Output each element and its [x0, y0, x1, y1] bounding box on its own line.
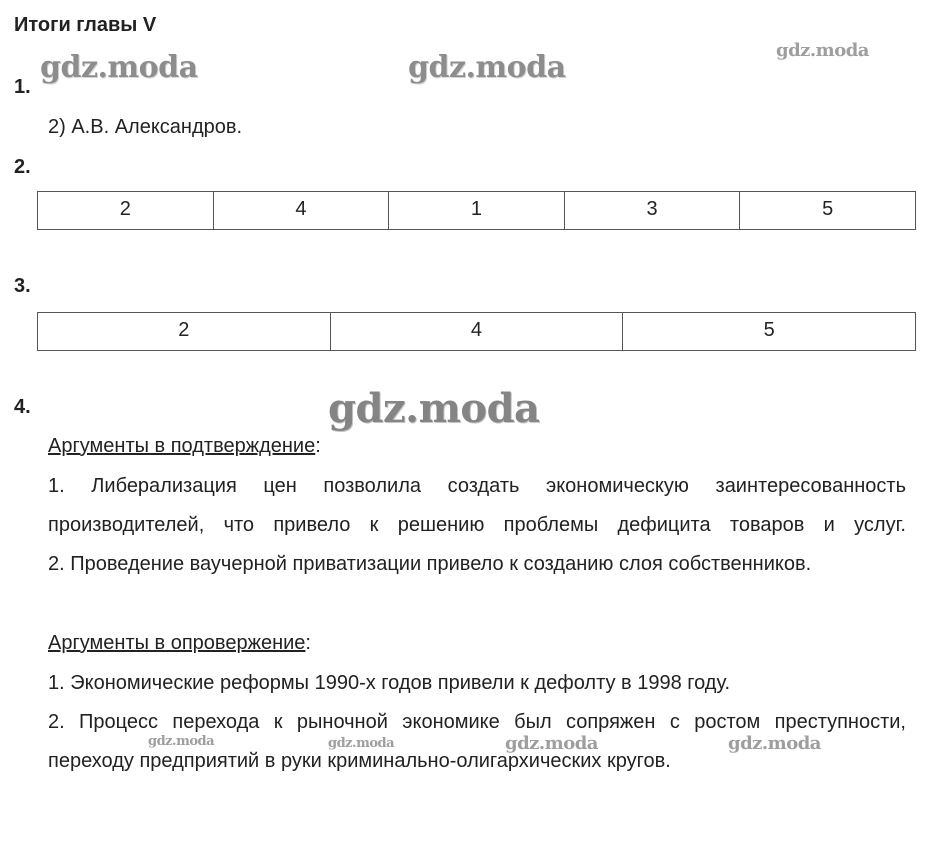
table-cell: 5 — [623, 313, 916, 351]
table-cell: 4 — [213, 192, 389, 230]
table-cell: 2 — [38, 313, 331, 351]
watermark: gdz.moda — [328, 736, 395, 751]
question-2-answer-table — [37, 191, 916, 230]
table-cell: 4 — [330, 313, 623, 351]
question-3-answer-table — [37, 312, 916, 351]
watermark: gdz.moda — [408, 50, 566, 85]
table-cell: 1 — [389, 192, 565, 230]
argument-against-2: 2. Процесс перехода к рыночной экономике был сопряжен с ростом преступности, переходу предприятий в руки криминально-олигархических кругов. — [48, 711, 906, 772]
heading-colon: : — [315, 435, 321, 457]
table-row — [38, 313, 916, 351]
table-cell: 5 — [740, 192, 916, 230]
arguments-against-heading-text: Аргументы в опровержение — [48, 632, 306, 654]
watermark: gdz.moda — [505, 733, 598, 754]
table-cell: 2 — [38, 192, 214, 230]
question-1-answer: 2) А.В. Александров. — [48, 116, 243, 138]
watermark: gdz.moda — [728, 733, 821, 754]
table-row — [38, 192, 916, 230]
watermark: gdz.moda — [776, 40, 869, 61]
argument-against-1: 1. Экономические реформы 1990-х годов привели к дефолту в 1998 году. — [48, 672, 731, 694]
arguments-for-heading-text: Аргументы в подтверждение — [48, 435, 316, 457]
arguments-against-heading — [48, 632, 311, 655]
arguments-for-heading — [48, 435, 321, 458]
question-number-4: 4. — [14, 396, 31, 418]
table-cell: 3 — [564, 192, 740, 230]
question-number-1: 1. — [14, 76, 31, 98]
question-number-3: 3. — [14, 275, 31, 297]
watermark: gdz.moda — [40, 50, 198, 85]
question-number-2: 2. — [14, 156, 31, 178]
chapter-summary-title: Итоги главы V — [14, 14, 157, 36]
heading-colon: : — [305, 632, 311, 654]
argument-for-1: 1. Либерализация цен позволила создать экономическую заинтересованность производителей, что привело к решению проблемы дефицита товаров и услуг. — [48, 475, 906, 536]
watermark: gdz.moda — [148, 734, 215, 749]
argument-for-2: 2. Проведение ваучерной приватизации привело к созданию слоя собственников. — [48, 553, 812, 575]
watermark: gdz.moda — [328, 385, 540, 432]
